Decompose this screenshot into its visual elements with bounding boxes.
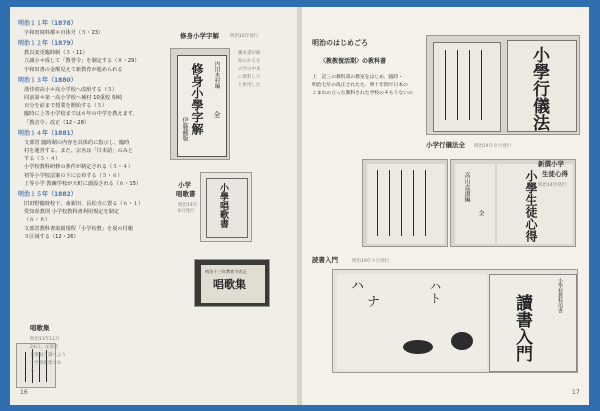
book3-title: 唱歌集 (213, 278, 246, 291)
book-c-title: 讀書入門 (512, 294, 532, 362)
book-c-small: 小學校教科用書 (557, 278, 563, 313)
caption-2-note: 明治14年発行 (538, 183, 567, 188)
section-title: 明治のはじめごろ (312, 39, 368, 47)
side1-line: 藤本書が解 (238, 51, 261, 56)
bnote-line: る (30, 369, 35, 374)
bnote-line: 24日、文部省 (30, 345, 59, 350)
photo-mid-caption2: 唱歌書 (176, 190, 196, 198)
timeline-line: 文部省 臨時制の内容を具体的に指示し、臨時 (24, 139, 130, 146)
book-photo-shushin (170, 48, 230, 160)
timeline-year: 明治１５年（1882） (18, 191, 77, 198)
timeline-line: 文部省教科書取扱規程「小学校教」を展の付範 (24, 225, 133, 232)
timeline-line: 村を運営する。また、宗名は「日本語」のみと (24, 148, 133, 154)
intro-line: 明治七年の改正されたた、明十年間で日本の (312, 83, 408, 88)
timeline-line: 「教音令」改正（12・28） (24, 119, 90, 126)
book-photo-seito-a (362, 159, 448, 247)
bottom-caption: 唱歌集 (30, 324, 50, 332)
book-c-kana-2: ナ (367, 295, 381, 310)
book-a-title: 小學行儀法 (529, 46, 549, 131)
book-c-kana-3: ハト (428, 280, 442, 304)
book-photo-shoka (200, 172, 252, 242)
book-b-title: 小學生徒心得 (524, 170, 538, 242)
caption-3-note: 明治19年９月発行 (352, 259, 390, 264)
right-page (302, 7, 589, 405)
timeline-line: 愛知県教則 小学校教科書利用規定を制定 (24, 209, 120, 216)
left-page (10, 7, 297, 405)
timeline-line: 臨時に上等小学校までは６年の中学を教えます。 (24, 111, 138, 118)
timeline-line: 初等小学校法案の下に公布する（５・６） (24, 172, 123, 179)
side1-line: 知のかえを (238, 59, 261, 64)
timeline-line: ５区域する（12・26） (24, 233, 79, 240)
timeline-line: 字和田廃料都＊百体号（５・23） (24, 30, 104, 36)
timeline-line: 小学校教科研修の条件が制定される（５・４） (24, 164, 133, 171)
subsection-title: 〈教教復活期〉の教科書 (320, 58, 387, 65)
caption-1-note: 明治14年８月発行 (474, 144, 512, 149)
book1-label-2: 全 (213, 111, 221, 118)
timeline-line: 百分を前まで授業を開始する（５） (24, 103, 108, 110)
side1-line: と併用した (238, 83, 261, 88)
side1-line: の学の中本 (238, 67, 261, 72)
timeline-year: 明治１３年（1880） (18, 76, 77, 84)
side1-line: に教科して (238, 75, 261, 80)
timeline-year: 明治１２年（1879） (18, 40, 77, 48)
intro-line: 上 記三の教科書の教室をはじめ、臨時・ (312, 75, 403, 80)
timeline-line: 旧田野臨時校下、東新田、長松寺に置る（６・１） (24, 201, 144, 207)
timeline-line: 漢佳初高小＊高小学校へ改組する（５） (24, 86, 118, 93)
timeline-line: 立誠小＊成して「教誉令」を制定する（８・29） (24, 58, 140, 65)
book-b-label-1: 高山直道編 (463, 172, 470, 202)
caption-2: 新撰小学 (538, 160, 564, 168)
book-photo-gyogi (426, 35, 580, 135)
photo-mid-note: 明治14年 8月発行 (178, 203, 198, 215)
book-photo-dokusho (332, 269, 578, 373)
caption-1: 小学行儀法全 (426, 141, 465, 149)
intro-line: こまれの立った教科された学校の４もうないの (312, 91, 413, 96)
photo-top-note: 明治16年発行 (230, 34, 259, 39)
bnote-line: 小学唱歌集であ (30, 361, 62, 366)
book3-header: 明治十三年教育令改正 (205, 269, 247, 274)
timeline-line: （６・８） (24, 217, 50, 224)
caption-3: 読書入門 (312, 256, 338, 264)
caption-2b: 生徒心得 (542, 170, 568, 178)
timeline-line: 教以変更臨時制（５・11） (24, 50, 88, 57)
timeline-year: 明治１４年（1881） (18, 129, 77, 137)
photo-mid-caption: 小学 (178, 181, 191, 189)
book-photo-shokashu (194, 259, 270, 307)
bnote-line: 音楽取り調べより (30, 353, 66, 358)
bnote-line: 明治13年12月 (30, 337, 60, 342)
book1-label-1: 内田木村編 (213, 61, 220, 89)
timeline-year: 明治１１年（1878） (18, 20, 77, 27)
photo-top-caption: 修身小学字解 (180, 32, 219, 40)
book1-label-3: 伊藤藏版 (181, 117, 188, 141)
right-page-number: 17 (572, 389, 580, 396)
book-c-kana-1: ハ (351, 279, 365, 294)
timeline-line: 上等小学 教練学校が大町に創設される（６・15） (24, 180, 142, 187)
timeline-line: する（５・４） (24, 156, 61, 163)
book-b-label-2: 全 (477, 210, 484, 216)
timeline-line: 宇和田書の金額見えて新教育が進められる (24, 66, 123, 73)
book2-title: 小學唱歌書 (218, 183, 228, 228)
book1-title: 修身小學字解 (190, 63, 204, 135)
left-page-number: 16 (20, 389, 28, 396)
timeline-line: 同前第＊第一高小学校へ補村 10重校 相崎 (24, 95, 123, 101)
